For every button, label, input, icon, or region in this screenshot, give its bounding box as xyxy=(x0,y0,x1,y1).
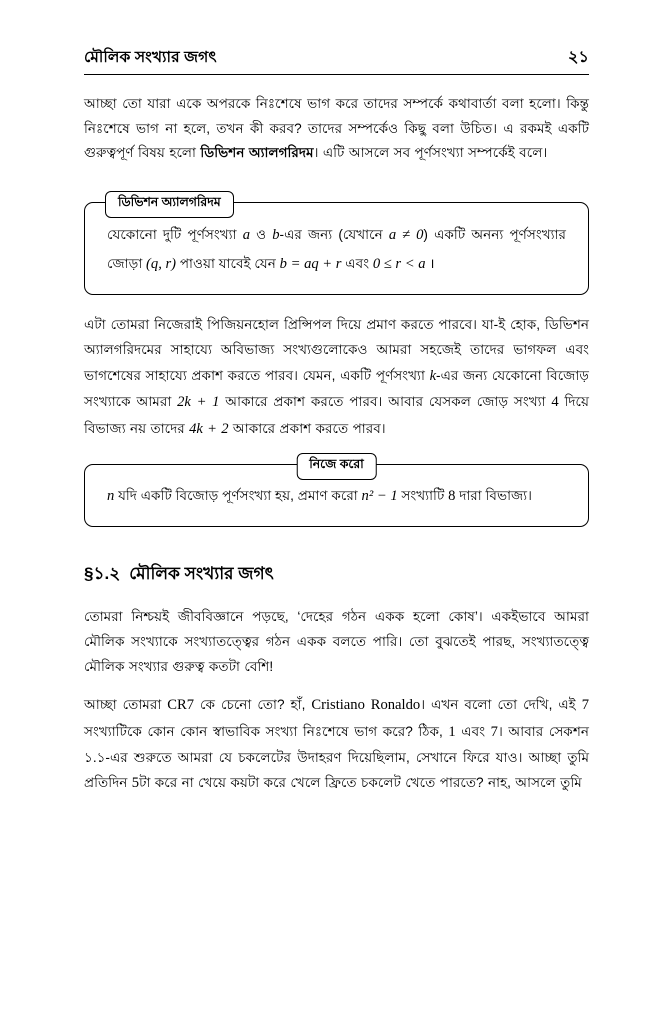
exercise-content xyxy=(107,483,566,510)
paragraph-cr7 xyxy=(84,692,589,796)
paragraph-cr7-part1: আচ্ছা তোমরা xyxy=(84,697,168,713)
exercise-line1-a: যদি একটি বিজোড় পূর্ণসংখ্যা হয়, প্রমাণ করো xyxy=(114,488,362,504)
number-seven-2: 7 xyxy=(490,723,498,740)
section-title: মৌলিক সংখ্যার জগৎ xyxy=(129,564,274,584)
number-one: 1 xyxy=(448,723,456,740)
term-division-algorithm: ডিভিশন অ্যালগরিদম xyxy=(200,145,314,161)
division-algorithm-frame xyxy=(84,195,589,295)
algo-line3-b: । xyxy=(425,255,435,271)
exercise-frame xyxy=(84,457,589,527)
paragraph-proof-part3: আকারে প্রকাশ করতে পারব। আবার যেসকল জোড় সংখ্যা xyxy=(219,394,552,410)
label-cr7: CR7 xyxy=(167,697,195,714)
number-five: 5 xyxy=(131,775,140,792)
algo-inequality: 0 ≤ r < a xyxy=(372,255,426,272)
number-four: 4 xyxy=(551,394,559,411)
paragraph-proof-part4: দিয়ে বিভাজ্য নয় তাদের xyxy=(84,394,589,436)
section-number: §১.২ xyxy=(84,564,121,584)
paragraph-cr7-part2: কে চেনো তো? হাঁ, xyxy=(194,697,312,713)
paragraph-intro xyxy=(84,92,589,166)
exercise-label: নিজে করো xyxy=(296,453,377,480)
exercise-expression: n² − 1 xyxy=(361,488,398,505)
exercise-divisor: 8 xyxy=(448,488,456,505)
paragraph-cr7-part6: । আবার সেকশন ১.১-এর শুরুতে আমরা যে চকলেটের উদাহরণ দিয়েছিলাম, সেখানে ফিরে যাও। আচ্ছা তুমি প্রতিদিন xyxy=(84,723,589,791)
paragraph-cr7-part4: সংখ্যাটিকে কোন কোন স্বাভাবিক সংখ্যা নিঃশেষে ভাগ করে? ঠিক, xyxy=(84,723,449,739)
division-algorithm-content xyxy=(107,221,566,278)
expr-4k-plus-2: 4k + 2 xyxy=(189,420,229,437)
algo-var-a: a xyxy=(242,227,250,244)
page-number: ২১ xyxy=(568,49,589,66)
number-seven: 7 xyxy=(581,697,590,714)
algo-line2-a: অনন্য পূর্ণসংখ্যার জোড়া xyxy=(107,227,567,271)
section-heading xyxy=(84,561,589,589)
algo-line1-c: -এর জন্য (যেখানে xyxy=(279,227,389,243)
header-title: মৌলিক সংখ্যার জগৎ xyxy=(84,49,217,66)
paragraph-proof-part5: আকারে প্রকাশ করতে পারব। xyxy=(228,420,386,436)
paragraph-intro-part1: আচ্ছা তো যারা একে অপরকে নিঃশেষে ভাগ করে তাদের সম্পর্কে কথাবার্তা বলা হলো। কিন্তু নিঃশেষে ভাগ না হলে, তখন কী করব? তাদের সম্পর্কেও কিছু বলা উচিত। এ রকমই একটি গুরুত্বপূর্ণ বিষয় হলো xyxy=(84,96,589,161)
var-k: k xyxy=(429,367,437,384)
algo-line1-b: ও xyxy=(249,227,273,243)
algo-line1-a: যেকোনো দুটি পূর্ণসংখ্যা xyxy=(107,227,243,243)
division-algorithm-box xyxy=(84,188,589,295)
exercise-line2: দারা বিভাজ্য। xyxy=(459,488,532,504)
algo-var-b: b xyxy=(272,227,280,244)
paragraph-intro-part2: । এটি আসলে সব পূর্ণসংখ্যা সম্পর্কেই বলে। xyxy=(313,145,548,161)
exercise-line1-b: সংখ্যাটি xyxy=(397,488,449,504)
algo-line1-d: ) একটি xyxy=(423,227,466,243)
exercise-box xyxy=(84,457,589,527)
algo-pair: (q, r) xyxy=(146,255,177,272)
page-header xyxy=(84,44,589,71)
paragraph-cr7-part5: এবং xyxy=(455,723,491,739)
paragraph-biology: তোমরা নিশ্চয়ই জীববিজ্ঞানে পড়ছে, ‘দেহের গঠন একক হলো কোষ’। একইভাবে আমরা মৌলিক সংখ্যাকে সংখ্যাতত্ত্বের গঠন একক বলতে পারি। তো বুঝতেই পারছ, সংখ্যাতত্ত্বে মৌলিক সংখ্যার গুরুত্ব কতটা বেশি! xyxy=(84,609,589,674)
paragraph-cr7-part3: । এখন বলো তো দেখি, এই xyxy=(420,697,582,713)
name-cristiano-ronaldo: Cristiano Ronaldo xyxy=(311,697,421,714)
division-algorithm-label: ডিভিশন অ্যালগরিদম xyxy=(105,191,234,218)
exercise-var-n: n xyxy=(107,488,115,505)
header-rule xyxy=(84,74,589,75)
paragraph-proof-part2: -এর জন্য যেকোনো বিজোড় সংখ্যাকে আমরা xyxy=(84,367,589,410)
paragraph-gap xyxy=(84,683,589,692)
paragraph-proof xyxy=(84,313,589,442)
algo-line2-b: পাওয়া যাবেই যেন xyxy=(176,255,280,271)
paragraph-cr7-part7: টা করে না খেয়ে কয়টা করে খেলে ফ্রিতে চকলেট খেতে পারতে? নাহ, আসলে তুমি xyxy=(139,775,582,791)
algo-condition: a ≠ 0 xyxy=(388,227,424,244)
paragraph-proof-part1: এটা তোমরা নিজেরাই পিজিয়নহোল প্রিন্সিপল দিয়ে প্রমাণ করতে পারবে। যা-ই হোক, ডিভিশন অ্যালগরিদমের সাহায্যে অবিভাজ্য সংখ্যগুলোকেও আমরা সহজেই তাদের ভাগফল এবং ভাগশেষের সাহায্যে প্রকাশ করতে পারব। যেমন, একটি পূর্ণসংখ্যা xyxy=(84,317,589,383)
algo-equation: b = aq + r xyxy=(279,255,342,272)
expr-2k-plus-1: 2k + 1 xyxy=(177,394,220,411)
algo-line3-a: এবং xyxy=(345,255,373,271)
